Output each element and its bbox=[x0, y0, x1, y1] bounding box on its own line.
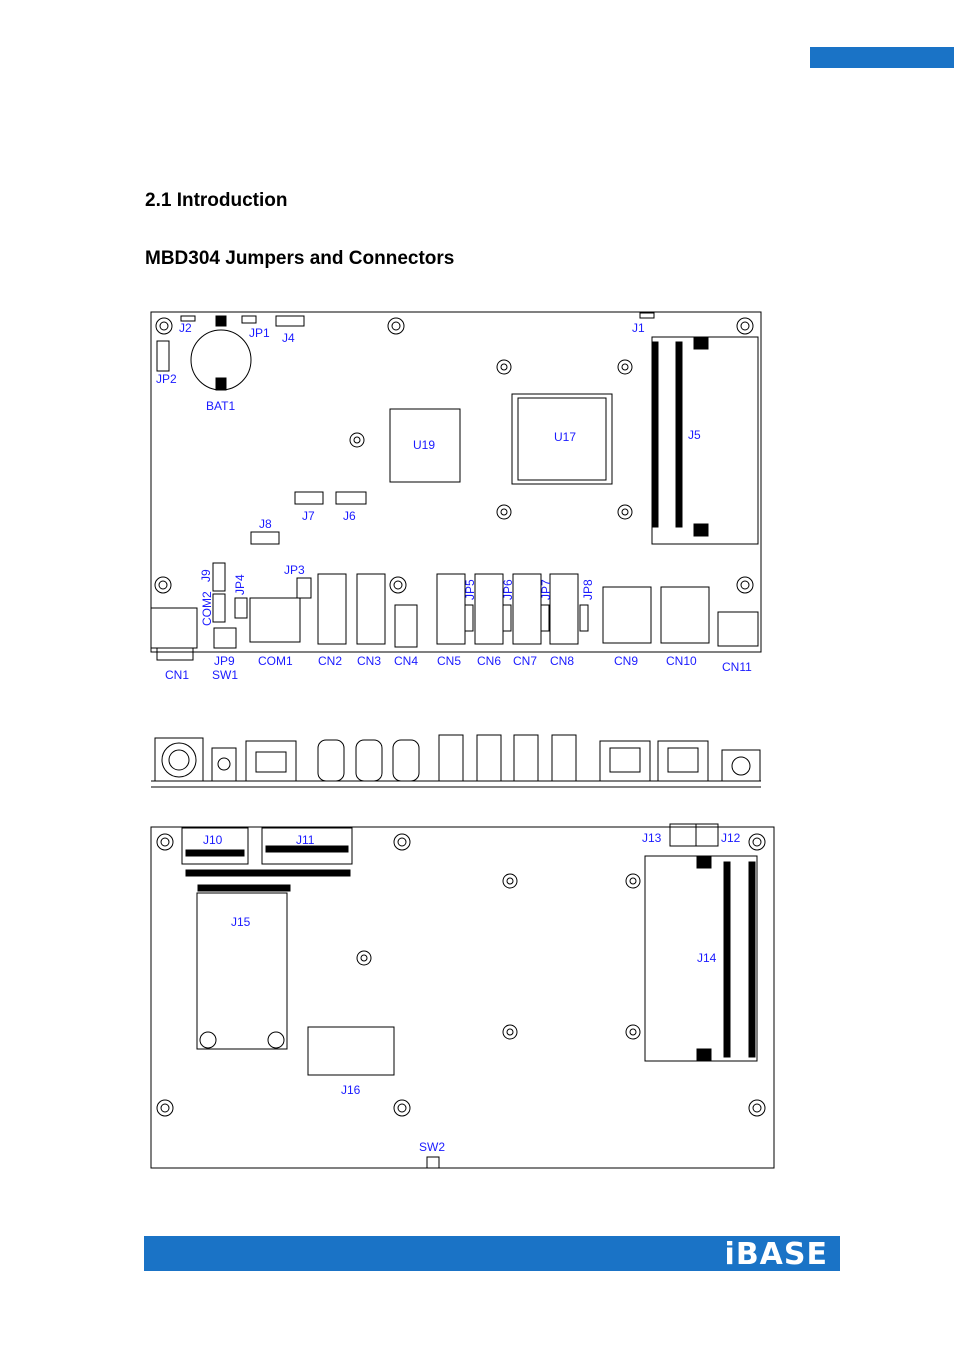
footer-bar bbox=[144, 1236, 840, 1271]
label-cn6: CN6 bbox=[477, 654, 502, 668]
label-j1: J1 bbox=[632, 321, 645, 335]
label-j5: J5 bbox=[688, 428, 701, 442]
label-jp5: JP5 bbox=[463, 579, 477, 600]
label-cn10: CN10 bbox=[666, 654, 697, 668]
label-sw1: SW1 bbox=[212, 668, 239, 682]
label-j11: J11 bbox=[296, 833, 315, 847]
label-j8: J8 bbox=[259, 517, 272, 531]
sodimm-j5 bbox=[652, 337, 758, 544]
label-com2: COM2 bbox=[200, 591, 214, 626]
label-j6: J6 bbox=[343, 509, 356, 523]
label-jp9: JP9 bbox=[214, 654, 235, 668]
label-j13: J13 bbox=[642, 831, 662, 845]
label-j4: J4 bbox=[282, 331, 295, 345]
label-jp7: JP7 bbox=[539, 579, 553, 600]
label-bat1: BAT1 bbox=[206, 399, 236, 413]
bottom-board bbox=[151, 824, 774, 1168]
label-j2: J2 bbox=[179, 321, 192, 335]
label-j12: J12 bbox=[721, 831, 741, 845]
label-jp3: JP3 bbox=[284, 563, 305, 577]
label-jp6: JP6 bbox=[501, 579, 515, 600]
label-com1: COM1 bbox=[258, 654, 293, 668]
label-jp4: JP4 bbox=[233, 574, 247, 595]
label-cn4: CN4 bbox=[394, 654, 419, 668]
label-j15: J15 bbox=[231, 915, 251, 929]
bottom-board-outline bbox=[151, 827, 774, 1168]
label-cn7: CN7 bbox=[513, 654, 538, 668]
label-u17: U17 bbox=[554, 430, 577, 444]
ibase-logo: iBASE bbox=[724, 1237, 828, 1272]
label-cn11: CN11 bbox=[722, 660, 752, 674]
label-j16: J16 bbox=[341, 1083, 361, 1097]
label-j10: J10 bbox=[203, 833, 223, 847]
label-cn3: CN3 bbox=[357, 654, 382, 668]
label-cn8: CN8 bbox=[550, 654, 575, 668]
label-cn5: CN5 bbox=[437, 654, 462, 668]
label-cn2: CN2 bbox=[318, 654, 343, 668]
label-cn9: CN9 bbox=[614, 654, 639, 668]
label-jp2: JP2 bbox=[156, 372, 177, 386]
section-subtitle: MBD304 Jumpers and Connectors bbox=[145, 248, 455, 269]
label-jp1: JP1 bbox=[249, 326, 270, 340]
front-io-view bbox=[151, 735, 761, 787]
label-cn1: CN1 bbox=[165, 668, 190, 682]
label-jp8: JP8 bbox=[581, 579, 595, 600]
label-u19: U19 bbox=[413, 438, 436, 452]
label-j7: J7 bbox=[302, 509, 315, 523]
label-j14: J14 bbox=[697, 951, 717, 965]
label-sw2: SW2 bbox=[419, 1140, 446, 1154]
mounting-holes bbox=[155, 318, 753, 593]
section-title: 2.1 Introduction bbox=[145, 190, 288, 211]
label-j9: J9 bbox=[199, 569, 213, 582]
